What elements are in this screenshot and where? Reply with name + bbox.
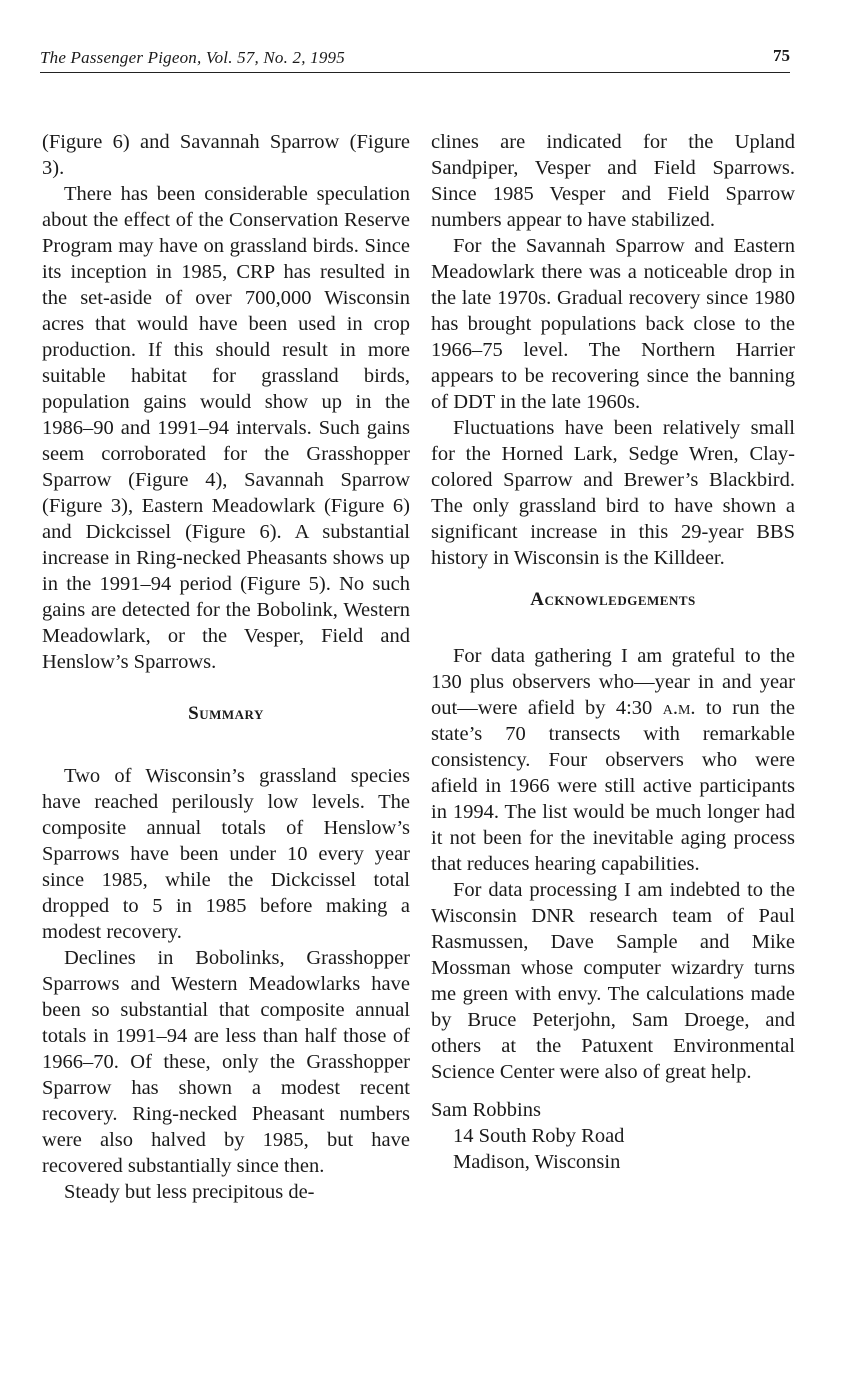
paragraph: There has been considerable speculation about the effect of the Conservation Reserve Program may have on grassland birds. Since its inception in 1985, CRP has resulted in the set-aside of over 700,000 Wisconsin acres that would have been used in crop production. If this should result in more suitable habitat for grassland birds, population gains would show up in the 1986–90 and 1991–94 intervals. Such gains seem corroborated for the Grasshopper Sparrow (Figure 4), Savannah Sparrow (Figure 3), Eastern Meadowlark (Figure 6) and Dickcissel (Figure 6). A substantial increase in Ring-necked Pheasants shows up in the 1991–94 period (Figure 5). No such gains are detected for the Bobolink, Western Meadowlark, or the Vesper, Field and Henslow’s Sparrows. (42, 183, 410, 673)
journal-title: The Passenger Pigeon, Vol. 57, No. 2, 1995 (40, 48, 345, 67)
paragraph (431, 643, 795, 877)
author-city: Madison, Wisconsin (453, 1151, 621, 1173)
right-column (431, 129, 795, 1175)
paragraph: (Figure 6) and Savannah Sparrow (Figure 3). (42, 131, 410, 179)
page-number: 75 (773, 46, 790, 65)
paragraph-text: to run the state’s 70 transects with remarkable consistency. Four observers who were afield in 1966 were still active participants in 1994. The list would be much longer had it not been for the inevitable aging process that reduces hearing capabilities. (431, 697, 795, 875)
paragraph: Fluctuations have been relatively small for the Horned Lark, Sedge Wren, Clay-colored Sparrow and Brewer’s Blackbird. The only grassland bird to have shown a significant increase in this 29-year BBS history in Wisconsin is the Killdeer. (431, 417, 795, 569)
author-street: 14 South Roby Road (453, 1125, 625, 1147)
paragraph: Steady but less precipitous de- (64, 1181, 315, 1203)
paragraph: For data processing I am indebted to the Wisconsin DNR research team of Paul Rasmussen, Dave Sample and Mike Mossman whose computer wizardry turns me green with envy. The calculations made by Bruce Peterjohn, Sam Droege, and others at the Patuxent Environmental Science Center were also of great help. (431, 879, 795, 1083)
paragraph: Declines in Bobolinks, Grasshopper Sparrows and Western Meadowlarks have been so substantial that composite annual totals in 1991–94 are less than half those of 1966–70. Of these, only the Grasshopper Sparrow has shown a modest recent recovery. Ring-necked Pheasant numbers were also halved by 1985, but have recovered substantially since then. (42, 947, 410, 1177)
paragraph: clines are indicated for the Upland Sandpiper, Vesper and Field Sparrows. Since 1985 Vesper and Field Sparrow numbers appear to have stabilized. (431, 131, 795, 231)
paragraph: Two of Wisconsin’s grassland species have reached perilously low levels. The composite annual totals of Henslow’s Sparrows have been under 10 every year since 1985, while the Dickcissel total dropped to 5 in 1985 before making a modest recovery. (42, 765, 410, 943)
running-header (40, 44, 790, 73)
paragraph: For the Savannah Sparrow and Eastern Meadowlark there was a noticeable drop in the late 1970s. Gradual recovery since 1980 has brought populations back close to the 1966–75 level. The Northern Harrier appears to be recovering since the banning of DDT in the late 1960s. (431, 235, 795, 413)
left-column (42, 129, 410, 1205)
author-signature (431, 1097, 795, 1175)
acknowledgements-heading: Acknowledgements (530, 589, 696, 610)
author-name: Sam Robbins (431, 1099, 541, 1121)
time-abbreviation: a.m. (662, 697, 696, 719)
summary-heading: Summary (188, 703, 264, 724)
paragraph-text: For data gathering I am grateful to the 130 plus observers who—year in and year out—were afield by 4:30 (431, 645, 795, 719)
